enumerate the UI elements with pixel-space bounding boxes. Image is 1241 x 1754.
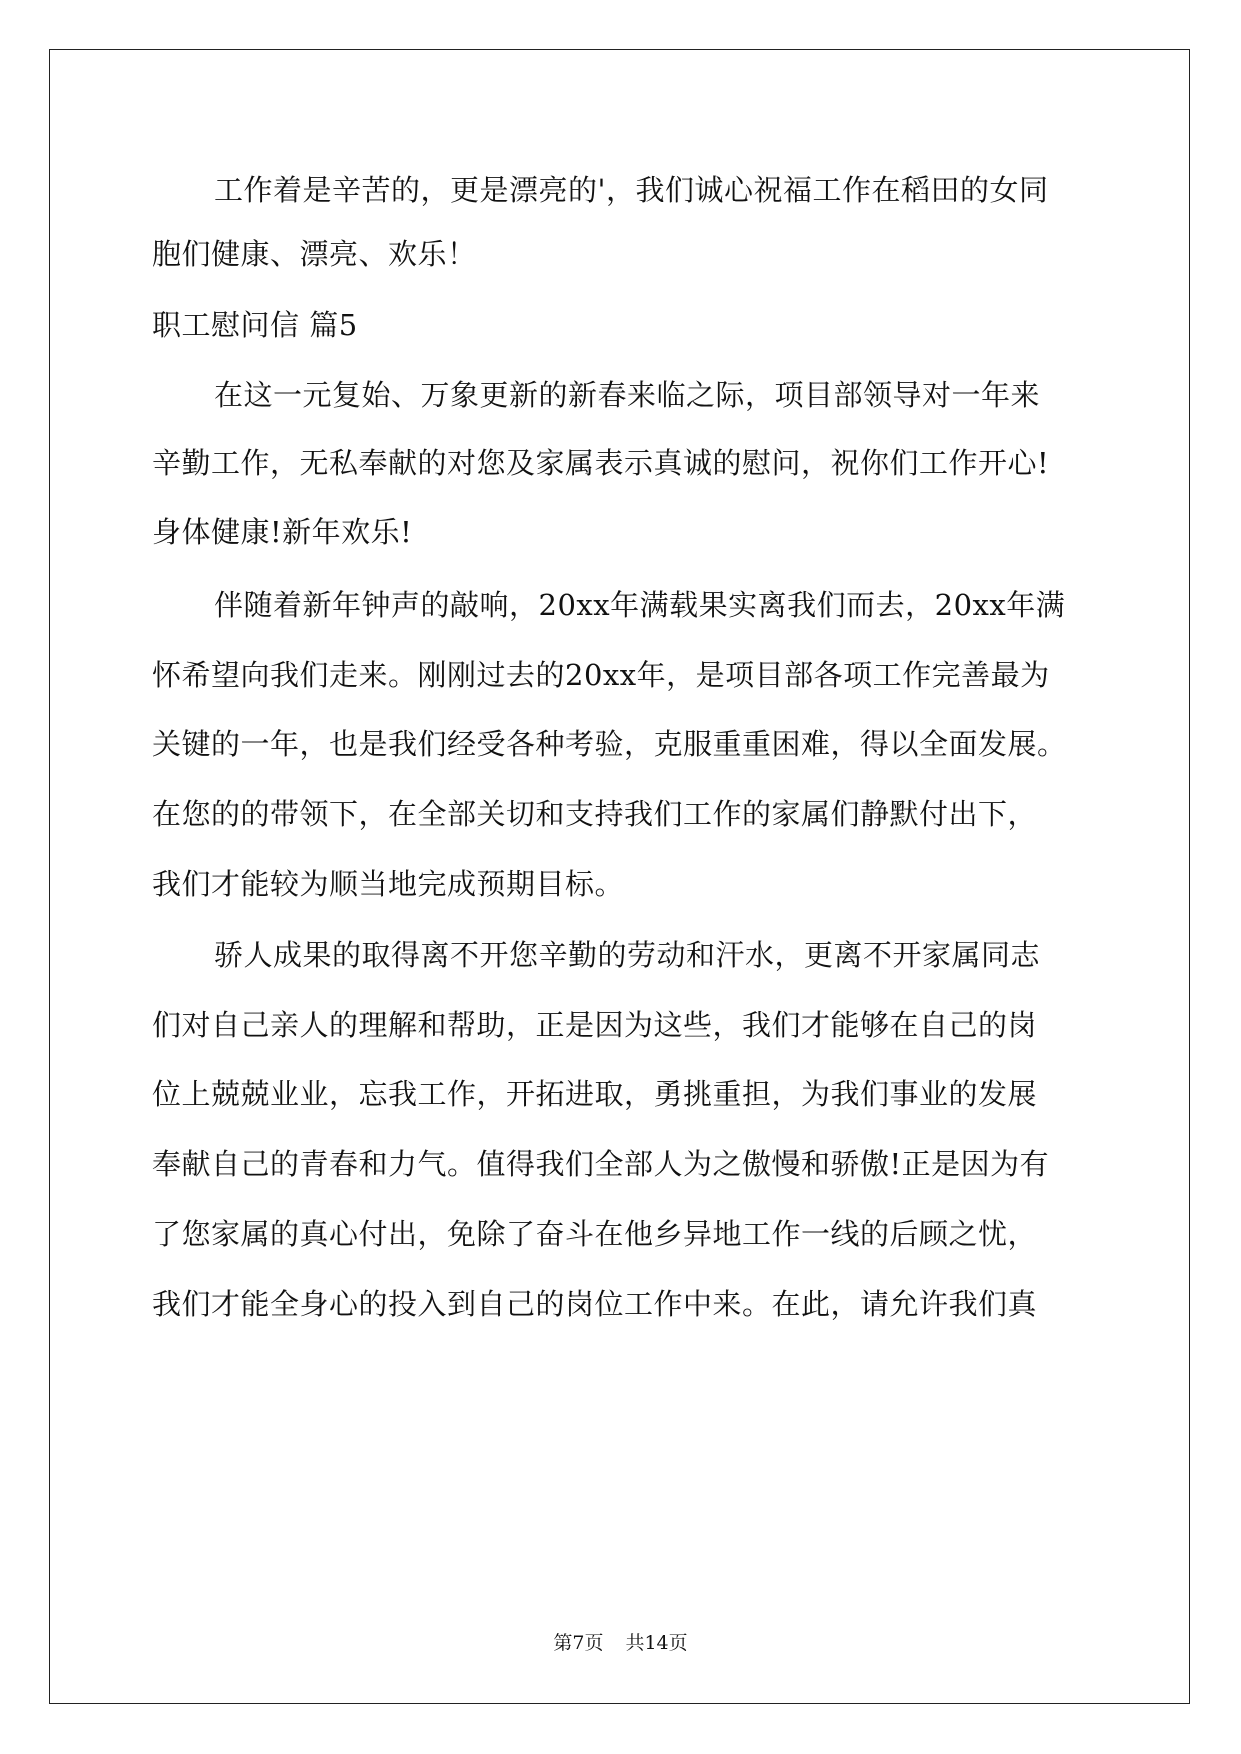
paragraph-line: 位上兢兢业业，忘我工作，开拓进取，勇挑重担，为我们事业的发展 (152, 1077, 1038, 1111)
paragraph-line: 辛勤工作，无私奉献的对您及家属表示真诚的慰问，祝你们工作开心! (152, 446, 1050, 480)
paragraph-line: 们对自己亲人的理解和帮助，正是因为这些，我们才能够在自己的岗 (152, 1008, 1038, 1042)
page-number: 第7页 (553, 1632, 604, 1654)
paragraph-line: 奉献自己的青春和力气。值得我们全部人为之傲慢和骄傲!正是因为有 (152, 1147, 1050, 1181)
paragraph-line: 了您家属的真心付出，免除了奋斗在他乡异地工作一线的后顾之忧， (152, 1217, 1038, 1251)
page-footer (0, 1628, 1241, 1655)
paragraph-line: 怀希望向我们走来。刚刚过去的20xx年，是项目部各项工作完善最为 (152, 658, 1050, 692)
paragraph-line: 在您的的带领下，在全部关切和支持我们工作的家属们静默付出下， (152, 797, 1038, 831)
page-total: 共14页 (625, 1632, 688, 1654)
paragraph-line: 骄人成果的取得离不开您辛勤的劳动和汗水，更离不开家属同志 (214, 938, 1041, 972)
paragraph-line: 伴随着新年钟声的敲响，20xx年满载果实离我们而去，20xx年满 (214, 588, 1066, 622)
paragraph-line: 胞们健康、漂亮、欢乐！ (152, 237, 477, 271)
paragraph-line: 身体健康!新年欢乐! (152, 515, 413, 549)
paragraph-line: 我们才能较为顺当地完成预期目标。 (152, 867, 625, 901)
section-heading: 职工慰问信 篇5 (152, 308, 358, 342)
paragraph-line: 在这一元复始、万象更新的新春来临之际，项目部领导对一年来 (214, 378, 1041, 412)
paragraph-line: 工作着是辛苦的，更是漂亮的'，我们诚心祝福工作在稻田的女同 (214, 173, 1049, 207)
paragraph-line: 我们才能全身心的投入到自己的岗位工作中来。在此，请允许我们真 (152, 1287, 1038, 1321)
paragraph-line: 关键的一年，也是我们经受各种考验，克服重重困难，得以全面发展。 (152, 727, 1067, 761)
